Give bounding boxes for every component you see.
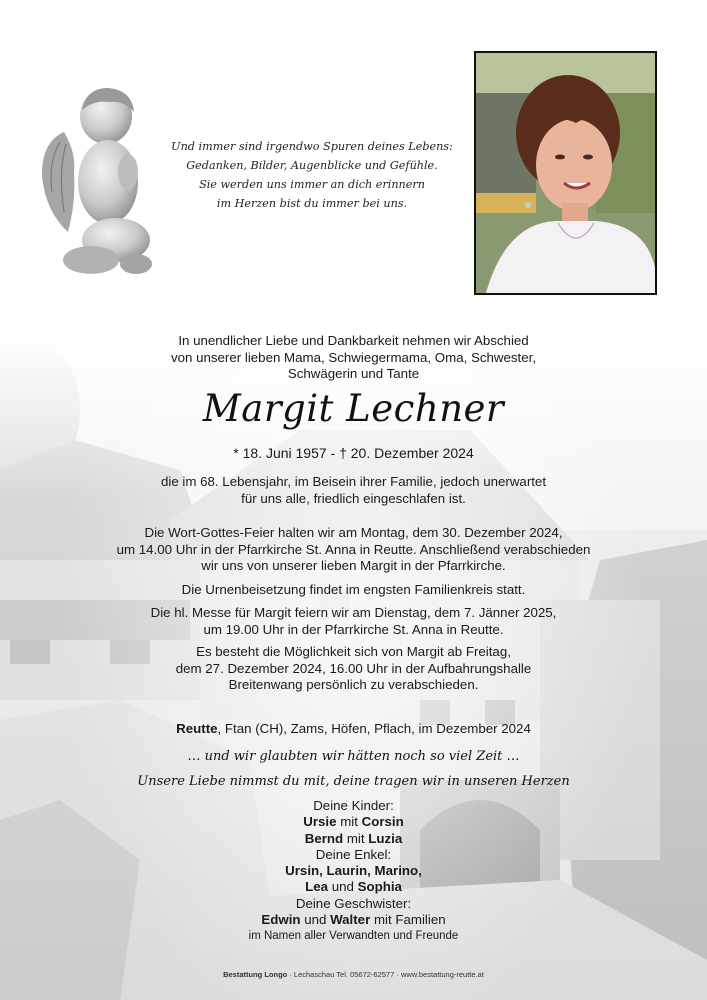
connector: mit Familien bbox=[370, 912, 446, 928]
life-dates: * 18. Juni 1957 - † 20. Dezember 2024 bbox=[233, 445, 474, 461]
viewing-line: Es besteht die Möglichkeit sich von Margit ab Freitag, bbox=[196, 644, 511, 659]
connector: und bbox=[328, 879, 358, 895]
mass-line: um 19.00 Uhr in der Pfarrkirche St. Anna in Reutte. bbox=[203, 621, 504, 637]
ceremony-line: wir uns von unserer lieben Margit in der Pfarrkirche. bbox=[201, 558, 506, 573]
portrait-photo bbox=[474, 51, 657, 295]
child-name: Ursie bbox=[303, 814, 337, 830]
viewing-line: dem 27. Dezember 2024, 16.00 Uhr in der Aufbahrungshalle bbox=[175, 660, 532, 676]
urn-burial-text: Die Urnenbeisetzung findet im engsten Familienkreis statt. bbox=[181, 582, 526, 597]
footer-company: Bestattung Longo bbox=[223, 970, 288, 979]
connector: mit bbox=[336, 814, 362, 830]
siblings-entry bbox=[0, 912, 707, 928]
child-entry bbox=[0, 814, 707, 830]
child-entry bbox=[0, 831, 707, 847]
child-name: Bernd bbox=[304, 830, 344, 846]
viewing-line: Breitenwang persönlich zu verabschieden. bbox=[228, 677, 479, 692]
quote-line: im Herzen bist du immer bei uns. bbox=[216, 197, 408, 210]
partner-name: Luzia bbox=[368, 830, 403, 846]
intro-line: In unendlicher Liebe und Dankbarkeit nehmen wir Abschied bbox=[178, 333, 529, 348]
place-bold: Reutte bbox=[176, 721, 218, 736]
grandchild-name: Sophia bbox=[357, 879, 402, 895]
siblings-label: Deine Geschwister: bbox=[295, 895, 412, 911]
grandchild-name: Lea bbox=[305, 879, 328, 895]
quote-line: Gedanken, Bilder, Augenblicke und Gefühle. bbox=[186, 159, 438, 172]
intro-line: Schwägerin und Tante bbox=[287, 366, 420, 381]
mass-line: Die hl. Messe für Margit feiern wir am Dienstag, dem 7. Jänner 2025, bbox=[150, 605, 557, 620]
connector: mit bbox=[343, 830, 369, 846]
passing-text bbox=[0, 474, 707, 507]
grandchildren-entry bbox=[0, 879, 707, 895]
sibling-name: Walter bbox=[330, 912, 371, 928]
passing-line: für uns alle, friedlich eingeschlafen ist. bbox=[241, 490, 466, 506]
quote-line: Sie werden uns immer an dich erinnern bbox=[199, 178, 425, 191]
relatives-line: im Namen aller Verwandten und Freunde bbox=[248, 930, 459, 943]
place-rest: , Ftan (CH), Zams, Höfen, Pflach, im Dezember 2024 bbox=[217, 721, 531, 736]
intro-text bbox=[0, 333, 707, 383]
ceremony-line: um 14.00 Uhr in der Pfarrkirche St. Anna in Reutte. Anschließend verabschieden bbox=[116, 541, 591, 557]
quote-line: Und immer sind irgendwo Spuren deines Lebens: bbox=[171, 140, 453, 153]
sibling-name: Edwin bbox=[261, 912, 301, 928]
memorial-quote bbox=[160, 137, 464, 213]
grandchildren-label: Deine Enkel: bbox=[315, 846, 392, 862]
angel-figure-icon bbox=[36, 82, 154, 282]
viewing-text bbox=[0, 644, 707, 694]
connector: und bbox=[300, 912, 331, 928]
family-list bbox=[0, 798, 707, 945]
ceremony-text bbox=[0, 525, 707, 575]
mass-text bbox=[0, 605, 707, 638]
deceased-name: Margit Lechner bbox=[202, 387, 505, 430]
passing-line: die im 68. Lebensjahr, im Beisein ihrer Familie, jedoch unerwartet bbox=[160, 474, 547, 489]
place-date bbox=[0, 721, 707, 738]
footer-details: · Lechaschau Tel. 05672-62577 · www.bestattung-reutte.at bbox=[287, 970, 484, 979]
children-label: Deine Kinder: bbox=[313, 798, 394, 813]
grandchildren-names: Ursin, Laurin, Marino, bbox=[285, 863, 422, 879]
portrait-photo-image bbox=[476, 53, 655, 293]
closing-line-2: Unsere Liebe nimmst du mit, deine tragen wir in unseren Herzen bbox=[137, 774, 570, 789]
ceremony-line: Die Wort-Gottes-Feier halten wir am Montag, dem 30. Dezember 2024, bbox=[144, 525, 563, 540]
partner-name: Corsin bbox=[361, 814, 404, 830]
intro-line: von unserer lieben Mama, Schwiegermama, Oma, Schwester, bbox=[170, 349, 537, 365]
closing-line-1: … und wir glaubten wir hätten noch so viel Zeit … bbox=[187, 749, 520, 764]
footer bbox=[0, 970, 707, 979]
